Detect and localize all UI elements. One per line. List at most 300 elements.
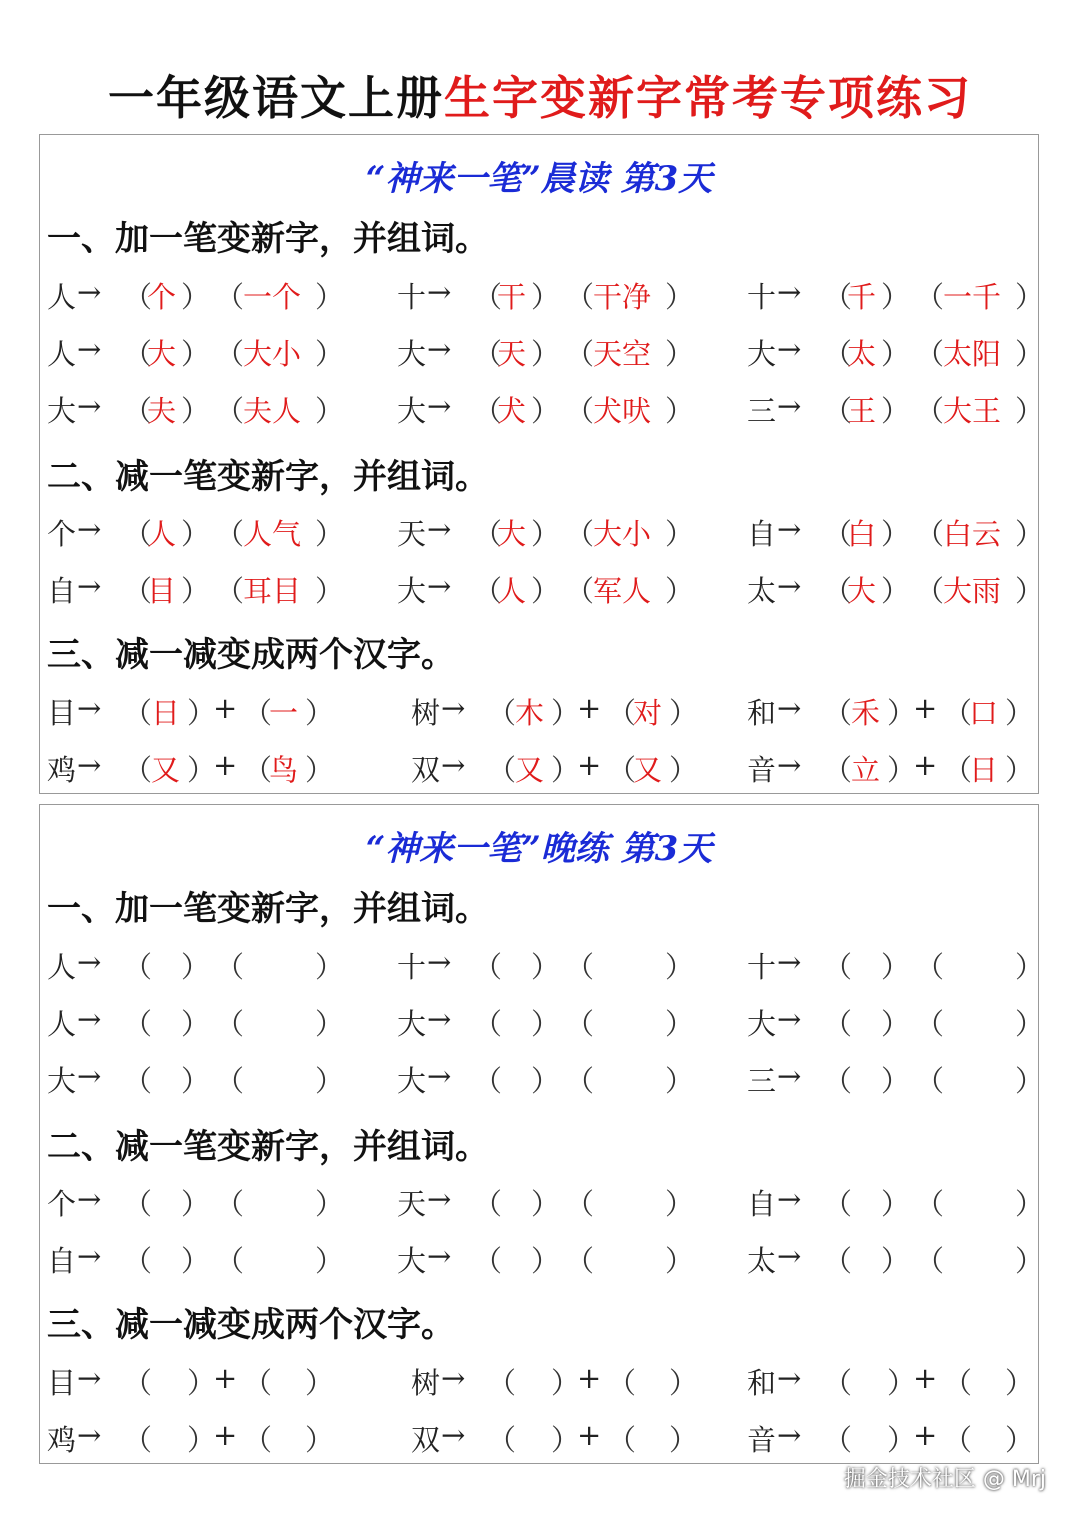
arrow-icon: → xyxy=(77,1002,102,1036)
answer-char: 大 xyxy=(847,574,877,608)
paren-open: （ xyxy=(565,1244,595,1278)
paren-open: （ xyxy=(823,1007,853,1041)
paren-close: ） xyxy=(1015,1187,1045,1221)
arrow-icon: → xyxy=(77,748,102,782)
source-char: 十 xyxy=(747,950,777,984)
arrow-icon: → xyxy=(427,1059,452,1093)
plus-icon: + xyxy=(913,1418,938,1452)
paren-close: ） xyxy=(669,696,699,730)
paren-close: ） xyxy=(315,337,345,371)
answer-char: 对 xyxy=(633,696,663,730)
paren-open: （ xyxy=(823,574,853,608)
paren-open: （ xyxy=(823,280,853,314)
arrow-icon: → xyxy=(777,1239,802,1273)
exercise-row xyxy=(40,1182,1045,1222)
section-heading: 一、加一笔变新字，并组词。 xyxy=(47,889,489,929)
exercise-row xyxy=(40,275,1045,315)
answer-char: 犬 xyxy=(497,394,527,428)
arrow-icon: → xyxy=(77,1182,102,1216)
arrow-icon: → xyxy=(777,569,802,603)
answer-char: 人 xyxy=(147,517,177,551)
plus-icon: + xyxy=(213,1361,238,1395)
paren-open: （ xyxy=(215,950,245,984)
paren-open: （ xyxy=(915,1244,945,1278)
answer-char: 大 xyxy=(147,337,177,371)
exercise-row xyxy=(40,1239,1045,1279)
source-char: 人 xyxy=(47,1007,77,1041)
paren-close: ） xyxy=(665,1007,695,1041)
paren-close: ） xyxy=(181,1187,211,1221)
arrow-icon: → xyxy=(427,1239,452,1273)
paren-open: （ xyxy=(243,1423,273,1457)
paren-close: ） xyxy=(881,950,911,984)
paren-close: ） xyxy=(551,1423,581,1457)
section-heading: 三、减一减变成两个汉字。 xyxy=(47,1305,455,1345)
paren-close: ） xyxy=(181,1007,211,1041)
paren-close: ） xyxy=(187,1423,217,1457)
source-char: 音 xyxy=(747,753,777,787)
arrow-icon: → xyxy=(77,1059,102,1093)
paren-open: （ xyxy=(123,394,153,428)
answer-char: 口 xyxy=(969,696,999,730)
paren-close: ） xyxy=(531,950,561,984)
paren-close: ） xyxy=(1005,1366,1035,1400)
paren-open: （ xyxy=(215,1064,245,1098)
source-char: 双 xyxy=(411,753,441,787)
paren-close: ） xyxy=(531,1064,561,1098)
answer-word: 天空 xyxy=(593,337,652,371)
source-char: 自 xyxy=(747,1187,777,1221)
plus-icon: + xyxy=(213,748,238,782)
paren-close: ） xyxy=(315,280,345,314)
source-char: 大 xyxy=(397,1064,427,1098)
paren-open: （ xyxy=(823,1244,853,1278)
title-red-part: 生字变新字常考专项练习 xyxy=(444,71,972,125)
paren-open: （ xyxy=(123,950,153,984)
paren-close: ） xyxy=(187,1366,217,1400)
answer-char: 太 xyxy=(847,337,877,371)
paren-open: （ xyxy=(487,753,517,787)
answer-word: 太阳 xyxy=(943,337,1002,371)
source-char: 大 xyxy=(397,394,427,428)
answer-word: 一千 xyxy=(943,280,1002,314)
paren-close: ） xyxy=(551,696,581,730)
answer-char: 夫 xyxy=(147,394,177,428)
source-char: 大 xyxy=(397,574,427,608)
answer-char: 千 xyxy=(847,280,877,314)
paren-close: ） xyxy=(665,517,695,551)
arrow-icon: → xyxy=(77,1418,102,1452)
paren-close: ） xyxy=(315,394,345,428)
source-char: 大 xyxy=(397,337,427,371)
paren-close: ） xyxy=(881,517,911,551)
source-char: 大 xyxy=(397,1007,427,1041)
paren-close: ） xyxy=(531,337,561,371)
paren-open: （ xyxy=(215,1244,245,1278)
section-heading: 二、减一笔变新字，并组词。 xyxy=(47,1127,489,1167)
paren-close: ） xyxy=(1015,1064,1045,1098)
paren-close: ） xyxy=(669,1423,699,1457)
paren-close: ） xyxy=(187,753,217,787)
arrow-icon: → xyxy=(777,512,802,546)
panel-heading: “神来一笔”晨读 第3天 xyxy=(365,159,713,199)
paren-close: ） xyxy=(315,950,345,984)
source-char: 天 xyxy=(397,517,427,551)
source-char: 自 xyxy=(747,517,777,551)
answer-char: 天 xyxy=(497,337,527,371)
paren-close: ） xyxy=(305,1423,335,1457)
paren-open: （ xyxy=(915,337,945,371)
exercise-row xyxy=(40,691,1038,731)
paren-close: ） xyxy=(665,1244,695,1278)
arrow-icon: → xyxy=(427,569,452,603)
answer-char: 木 xyxy=(515,696,545,730)
answer-char: 又 xyxy=(633,753,663,787)
arrow-icon: → xyxy=(427,389,452,423)
paren-open: （ xyxy=(915,1187,945,1221)
paren-open: （ xyxy=(215,574,245,608)
arrow-icon: → xyxy=(777,1418,802,1452)
paren-open: （ xyxy=(215,1007,245,1041)
source-char: 人 xyxy=(47,280,77,314)
paren-close: ） xyxy=(665,394,695,428)
plus-icon: + xyxy=(577,748,602,782)
exercise-row xyxy=(40,569,1045,609)
paren-close: ） xyxy=(665,574,695,608)
plus-icon: + xyxy=(577,1361,602,1395)
plus-icon: + xyxy=(213,1418,238,1452)
arrow-icon: → xyxy=(77,691,102,725)
paren-close: ） xyxy=(315,574,345,608)
paren-open: （ xyxy=(565,517,595,551)
answer-char: 禾 xyxy=(851,696,881,730)
paren-close: ） xyxy=(305,696,335,730)
paren-close: ） xyxy=(881,574,911,608)
paren-close: ） xyxy=(1005,1423,1035,1457)
paren-open: （ xyxy=(823,696,853,730)
exercise-row xyxy=(40,1361,1038,1401)
answer-char: 人 xyxy=(497,574,527,608)
answer-word: 大雨 xyxy=(943,574,1002,608)
paren-open: （ xyxy=(915,1007,945,1041)
paren-open: （ xyxy=(215,1187,245,1221)
answer-word: 大小 xyxy=(243,337,302,371)
arrow-icon: → xyxy=(427,275,452,309)
source-char: 大 xyxy=(747,1007,777,1041)
arrow-icon: → xyxy=(777,1182,802,1216)
paren-open: （ xyxy=(123,337,153,371)
paren-open: （ xyxy=(565,337,595,371)
source-char: 和 xyxy=(747,696,777,730)
page-title xyxy=(0,62,1080,128)
section-heading: 三、减一减变成两个汉字。 xyxy=(47,635,455,675)
arrow-icon: → xyxy=(777,275,802,309)
paren-open: （ xyxy=(473,950,503,984)
paren-close: ） xyxy=(881,1064,911,1098)
source-char: 个 xyxy=(47,1187,77,1221)
paren-open: （ xyxy=(123,574,153,608)
paren-open: （ xyxy=(943,1423,973,1457)
source-char: 鸡 xyxy=(47,1423,77,1457)
source-char: 太 xyxy=(747,1244,777,1278)
paren-open: （ xyxy=(123,696,153,730)
paren-open: （ xyxy=(473,280,503,314)
arrow-icon: → xyxy=(777,1002,802,1036)
answer-word: 夫人 xyxy=(243,394,302,428)
paren-close: ） xyxy=(881,1244,911,1278)
source-char: 自 xyxy=(47,1244,77,1278)
paren-close: ） xyxy=(181,950,211,984)
paren-open: （ xyxy=(123,1244,153,1278)
answer-char: 白 xyxy=(847,517,877,551)
answer-word: 干净 xyxy=(593,280,652,314)
answer-char: 立 xyxy=(851,753,881,787)
paren-open: （ xyxy=(243,1366,273,1400)
source-char: 树 xyxy=(411,696,441,730)
paren-open: （ xyxy=(565,574,595,608)
paren-close: ） xyxy=(531,1187,561,1221)
paren-close: ） xyxy=(881,337,911,371)
paren-open: （ xyxy=(123,753,153,787)
paren-open: （ xyxy=(823,394,853,428)
watermark: 掘金技术社区 @ Mrj xyxy=(843,1467,1046,1492)
paren-open: （ xyxy=(473,394,503,428)
paren-close: ） xyxy=(887,753,917,787)
source-char: 鸡 xyxy=(47,753,77,787)
paren-close: ） xyxy=(881,1187,911,1221)
section-heading: 二、减一笔变新字，并组词。 xyxy=(47,457,489,497)
paren-open: （ xyxy=(123,1423,153,1457)
paren-open: （ xyxy=(473,1244,503,1278)
paren-close: ） xyxy=(305,1366,335,1400)
arrow-icon: → xyxy=(77,1239,102,1273)
source-char: 大 xyxy=(47,394,77,428)
paren-close: ） xyxy=(531,280,561,314)
paren-close: ） xyxy=(315,1007,345,1041)
exercise-row xyxy=(40,512,1045,552)
panel-heading: “神来一笔”晚练 第3天 xyxy=(365,829,713,869)
paren-close: ） xyxy=(531,574,561,608)
plus-icon: + xyxy=(913,748,938,782)
source-char: 目 xyxy=(47,1366,77,1400)
answer-word: 人气 xyxy=(243,517,302,551)
paren-open: （ xyxy=(943,1366,973,1400)
answer-char: 又 xyxy=(515,753,545,787)
source-char: 大 xyxy=(47,1064,77,1098)
paren-open: （ xyxy=(565,1187,595,1221)
paren-close: ） xyxy=(531,1244,561,1278)
paren-open: （ xyxy=(123,1366,153,1400)
arrow-icon: → xyxy=(427,1002,452,1036)
paren-open: （ xyxy=(915,280,945,314)
paren-close: ） xyxy=(531,394,561,428)
answer-char: 日 xyxy=(969,753,999,787)
paren-open: （ xyxy=(473,574,503,608)
paren-open: （ xyxy=(473,1187,503,1221)
arrow-icon: → xyxy=(77,945,102,979)
paren-open: （ xyxy=(473,1064,503,1098)
source-char: 树 xyxy=(411,1366,441,1400)
source-char: 和 xyxy=(747,1366,777,1400)
paren-open: （ xyxy=(823,337,853,371)
paren-open: （ xyxy=(565,280,595,314)
arrow-icon: → xyxy=(77,512,102,546)
paren-open: （ xyxy=(123,280,153,314)
answer-char: 干 xyxy=(497,280,527,314)
arrow-icon: → xyxy=(777,1361,802,1395)
paren-close: ） xyxy=(887,696,917,730)
paren-close: ） xyxy=(669,753,699,787)
paren-close: ） xyxy=(181,574,211,608)
arrow-icon: → xyxy=(777,748,802,782)
source-char: 双 xyxy=(411,1423,441,1457)
paren-close: ） xyxy=(315,1064,345,1098)
arrow-icon: → xyxy=(441,1418,466,1452)
paren-open: （ xyxy=(215,517,245,551)
arrow-icon: → xyxy=(777,691,802,725)
arrow-icon: → xyxy=(777,332,802,366)
exercise-row xyxy=(40,748,1038,788)
answer-char: 又 xyxy=(151,753,181,787)
paren-close: ） xyxy=(1005,753,1035,787)
paren-open: （ xyxy=(823,1366,853,1400)
paren-open: （ xyxy=(915,394,945,428)
paren-open: （ xyxy=(823,517,853,551)
arrow-icon: → xyxy=(427,332,452,366)
paren-close: ） xyxy=(187,696,217,730)
arrow-icon: → xyxy=(777,945,802,979)
paren-close: ） xyxy=(887,1366,917,1400)
answer-word: 军人 xyxy=(593,574,652,608)
exercise-row xyxy=(40,1418,1038,1458)
paren-open: （ xyxy=(215,280,245,314)
source-char: 三 xyxy=(747,1064,777,1098)
paren-open: （ xyxy=(565,1064,595,1098)
source-char: 大 xyxy=(397,1244,427,1278)
arrow-icon: → xyxy=(441,691,466,725)
answer-word: 大小 xyxy=(593,517,652,551)
answer-char: 个 xyxy=(147,280,177,314)
source-char: 太 xyxy=(747,574,777,608)
paren-open: （ xyxy=(123,1187,153,1221)
plus-icon: + xyxy=(913,1361,938,1395)
paren-open: （ xyxy=(823,753,853,787)
source-char: 三 xyxy=(747,394,777,428)
paren-open: （ xyxy=(943,696,973,730)
paren-close: ） xyxy=(665,1187,695,1221)
paren-open: （ xyxy=(243,696,273,730)
paren-close: ） xyxy=(665,337,695,371)
paren-open: （ xyxy=(915,950,945,984)
paren-open: （ xyxy=(243,753,273,787)
arrow-icon: → xyxy=(427,945,452,979)
paren-close: ） xyxy=(1015,950,1045,984)
plus-icon: + xyxy=(913,691,938,725)
paren-open: （ xyxy=(487,696,517,730)
source-char: 十 xyxy=(397,950,427,984)
paren-open: （ xyxy=(607,696,637,730)
paren-close: ） xyxy=(669,1366,699,1400)
arrow-icon: → xyxy=(777,389,802,423)
paren-open: （ xyxy=(215,337,245,371)
plus-icon: + xyxy=(577,691,602,725)
paren-open: （ xyxy=(565,950,595,984)
paren-open: （ xyxy=(123,1064,153,1098)
arrow-icon: → xyxy=(77,275,102,309)
source-char: 十 xyxy=(747,280,777,314)
paren-close: ） xyxy=(315,1187,345,1221)
paren-close: ） xyxy=(181,1244,211,1278)
paren-close: ） xyxy=(1015,394,1045,428)
exercise-row xyxy=(40,1002,1045,1042)
exercise-row xyxy=(40,332,1045,372)
source-char: 自 xyxy=(47,574,77,608)
paren-close: ） xyxy=(531,1007,561,1041)
paren-open: （ xyxy=(823,1187,853,1221)
paren-close: ） xyxy=(305,753,335,787)
paren-close: ） xyxy=(1005,696,1035,730)
paren-open: （ xyxy=(607,1423,637,1457)
paren-open: （ xyxy=(487,1423,517,1457)
paren-open: （ xyxy=(607,753,637,787)
section-heading: 一、加一笔变新字，并组词。 xyxy=(47,219,489,259)
paren-open: （ xyxy=(943,753,973,787)
paren-close: ） xyxy=(1015,574,1045,608)
exercise-row xyxy=(40,389,1045,429)
evening-practice-panel xyxy=(39,804,1045,1464)
arrow-icon: → xyxy=(77,389,102,423)
exercise-row xyxy=(40,945,1045,985)
paren-open: （ xyxy=(823,950,853,984)
paren-open: （ xyxy=(473,517,503,551)
answer-word: 白云 xyxy=(943,517,1002,551)
paren-open: （ xyxy=(123,1007,153,1041)
arrow-icon: → xyxy=(77,1361,102,1395)
answer-char: 王 xyxy=(847,394,877,428)
source-char: 音 xyxy=(747,1423,777,1457)
answer-word: 耳目 xyxy=(243,574,302,608)
paren-close: ） xyxy=(665,1064,695,1098)
paren-open: （ xyxy=(565,394,595,428)
paren-open: （ xyxy=(473,1007,503,1041)
source-char: 天 xyxy=(397,1187,427,1221)
paren-close: ） xyxy=(881,394,911,428)
arrow-icon: → xyxy=(441,748,466,782)
paren-close: ） xyxy=(1015,1244,1045,1278)
paren-close: ） xyxy=(181,1064,211,1098)
paren-close: ） xyxy=(1015,337,1045,371)
title-black-part: 一年级语文上册 xyxy=(108,71,444,125)
paren-open: （ xyxy=(565,1007,595,1041)
answer-char: 鸟 xyxy=(269,753,299,787)
answer-char: 目 xyxy=(147,574,177,608)
answer-word: 大王 xyxy=(943,394,1002,428)
paren-open: （ xyxy=(473,337,503,371)
source-char: 个 xyxy=(47,517,77,551)
paren-close: ） xyxy=(1015,1007,1045,1041)
answer-char: 大 xyxy=(497,517,527,551)
paren-open: （ xyxy=(915,1064,945,1098)
arrow-icon: → xyxy=(427,512,452,546)
answer-word: 一个 xyxy=(243,280,302,314)
paren-open: （ xyxy=(487,1366,517,1400)
arrow-icon: → xyxy=(441,1361,466,1395)
source-char: 十 xyxy=(397,280,427,314)
paren-open: （ xyxy=(915,517,945,551)
plus-icon: + xyxy=(213,691,238,725)
paren-close: ） xyxy=(181,280,211,314)
paren-close: ） xyxy=(181,394,211,428)
